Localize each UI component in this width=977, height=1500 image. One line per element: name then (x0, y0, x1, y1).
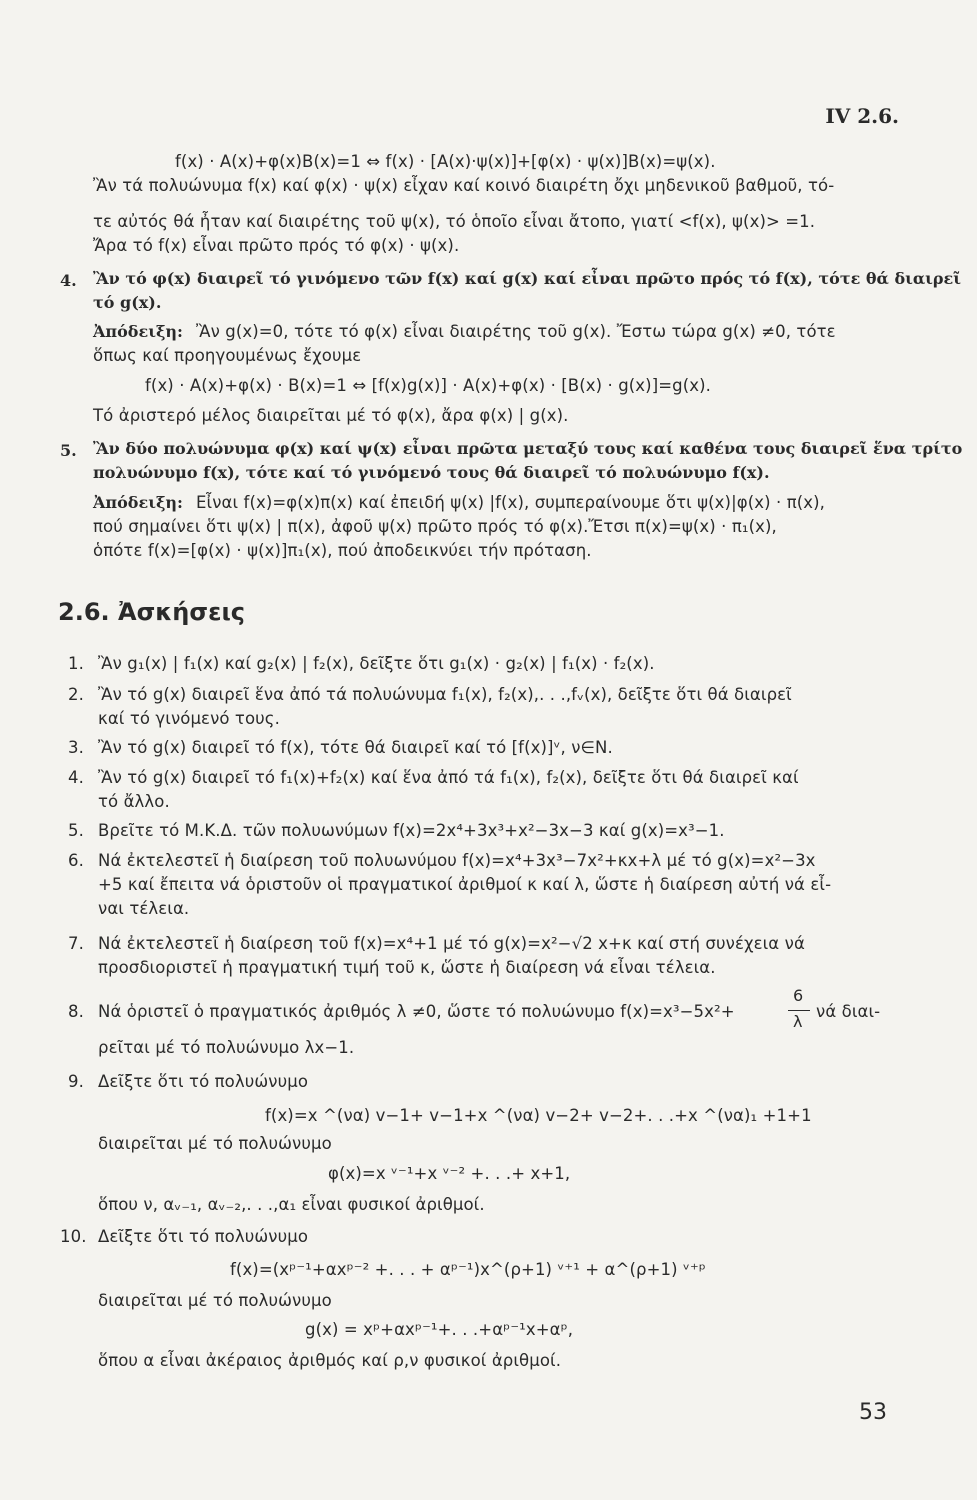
proof-text: πού σημαίνει ὅτι ψ(x) | π(x), ἀφοῦ ψ(x) πρῶτο πρός τό φ(x).Ἔτσι π(x)=ψ(x) · π₁(x), (93, 517, 777, 536)
exercise-text: ὅπου α εἶναι ἀκέραιος ἀριθμός καί ρ,ν φυσικοί ἀριθμοί. (98, 1351, 562, 1370)
text-line: Ἄρα τό f(x) εἶναι πρῶτο πρός τό φ(x) · ψ(x). (93, 236, 460, 255)
exercise-text: διαιρεῖται μέ τό πολυώνυμο (98, 1134, 332, 1153)
exercise-text: Δεῖξτε ὅτι τό πολυώνυμο (98, 1072, 309, 1091)
fraction-denominator: λ (793, 1012, 803, 1031)
theorem-number: 5. (60, 441, 77, 460)
proof-text: ὅπως καί προηγουμένως ἔχουμε (93, 346, 362, 365)
exercise-number: 5. (68, 821, 84, 840)
theorem-statement: Ἂν τό φ(x) διαιρεῖ τό γινόμενο τῶν f(x) καί g(x) καί εἶναι πρῶτο πρός τό f(x), τότε θά διαιρεῖ (93, 269, 962, 288)
proof-text: ὁπότε f(x)=[φ(x) · ψ(x)]π₁(x), πού ἀποδεικνύει τήν πρόταση. (93, 541, 592, 560)
theorem-statement: Ἂν δύο πολυώνυμα φ(x) καί ψ(x) εἶναι πρῶτα μεταξύ τους καί καθένα τους διαιρεῖ ἕνα τρίτο (93, 439, 963, 458)
exercise-text: Ἂν g₁(x) | f₁(x) καί g₂(x) | f₂(x), δεῖξτε ὅτι g₁(x) · g₂(x) | f₁(x) · f₂(x). (98, 654, 655, 673)
exercise-text: τό ἄλλο. (98, 792, 170, 811)
proof-label: Ἀπόδειξη: (93, 322, 183, 341)
theorem-statement: τό g(x). (93, 293, 162, 312)
exercise-number: 6. (68, 851, 84, 870)
fraction-bar (788, 1010, 810, 1011)
theorem-statement: πολυώνυμο f(x), τότε καί τό γινόμενό τους θά διαιρεῖ τό πολυώνυμο f(x). (93, 463, 770, 482)
fraction-numerator: 6 (793, 986, 804, 1005)
page-header: IV 2.6. (825, 104, 899, 128)
exercise-text: ρεῖται μέ τό πολυώνυμο λx−1. (98, 1038, 355, 1057)
exercise-text: Ἂν τό g(x) διαιρεῖ ἕνα ἀπό τά πολυώνυμα f₁(x), f₂(x),. . .,fᵥ(x), δεῖξτε ὅτι θά διαιρεῖ (98, 685, 792, 704)
text-line: τε αὐτός θά ἦταν καί διαιρέτης τοῦ ψ(x), τό ὁποῖο εἶναι ἄτοπο, γιατί <f(x), ψ(x)> =1. (93, 212, 816, 231)
exercise-number: 10. (60, 1227, 87, 1246)
exercise-text: Νά ἐκτελεστεῖ ἡ διαίρεση τοῦ f(x)=x⁴+1 μέ τό g(x)=x²−√2 x+κ καί στή συνέχεια νά (98, 934, 805, 953)
exercise-text: ὅπου ν, αᵥ₋₁, αᵥ₋₂,. . .,α₁ εἶναι φυσικοί ἀριθμοί. (98, 1195, 485, 1214)
proof-text: Τό ἀριστερό μέλος διαιρεῖται μέ τό φ(x), ἄρα φ(x) | g(x). (93, 406, 569, 425)
formula-line: f(x) · A(x)+φ(x) · B(x)=1 ⇔ [f(x)g(x)] · A(x)+φ(x) · [B(x) · g(x)]=g(x). (145, 376, 712, 395)
exercise-number: 9. (68, 1072, 84, 1091)
formula-line: φ(x)=x ᵛ⁻¹+x ᵛ⁻² +. . .+ x+1, (328, 1164, 571, 1183)
proof-text: Εἶναι f(x)=φ(x)π(x) καί ἐπειδή ψ(x) |f(x), συμπεραίνουμε ὅτι ψ(x)|φ(x) · π(x), (196, 493, 826, 512)
proof-text: Ἂν g(x)=0, τότε τό φ(x) εἶναι διαιρέτης τοῦ g(x). Ἔστω τώρα g(x) ≠0, τότε (196, 322, 836, 341)
formula-line: g(x) = xᵖ+αxᵖ⁻¹+. . .+αᵖ⁻¹x+αᵖ, (305, 1320, 574, 1339)
page-number: 53 (859, 1400, 887, 1425)
section-title: 2.6. Ἀσκήσεις (58, 598, 246, 626)
exercise-number: 3. (68, 738, 84, 757)
exercise-number: 1. (68, 654, 84, 673)
exercise-text: Ἂν τό g(x) διαιρεῖ τό f₁(x)+f₂(x) καί ἕνα ἀπό τά f₁(x), f₂(x), δεῖξτε ὅτι θά διαιρεῖ καί (98, 768, 799, 787)
text-line: Ἂν τά πολυώνυμα f(x) καί φ(x) · ψ(x) εἶχαν καί κοινό διαιρέτη ὄχι μηδενικοῦ βαθμοῦ, τό- (93, 176, 835, 195)
formula-line: f(x) · A(x)+φ(x)B(x)=1 ⇔ f(x) · [A(x)·ψ(x)]+[φ(x) · ψ(x)]B(x)=ψ(x). (175, 152, 716, 171)
exercise-text: Δεῖξτε ὅτι τό πολυώνυμο (98, 1227, 309, 1246)
exercise-text: Νά ὁριστεῖ ὁ πραγματικός ἀριθμός λ ≠0, ὥστε τό πολυώνυμο f(x)=x³−5x²+ (98, 1002, 735, 1021)
exercise-text: Ἂν τό g(x) διαιρεῖ τό f(x), τότε θά διαιρεῖ καί τό [f(x)]ᵛ, ν∈N. (98, 738, 613, 757)
exercise-text: νά διαι- (816, 1002, 881, 1021)
exercise-text: προσδιοριστεῖ ἡ πραγματική τιμή τοῦ κ, ὥστε ἡ διαίρεση νά εἶναι τέλεια. (98, 958, 716, 977)
exercise-text: Νά ἐκτελεστεῖ ἡ διαίρεση τοῦ πολυωνύμου f(x)=x⁴+3x³−7x²+κx+λ μέ τό g(x)=x²−3x (98, 851, 816, 870)
exercise-number: 2. (68, 685, 84, 704)
formula-line: f(x)=(xᵖ⁻¹+αxᵖ⁻² +. . . + αᵖ⁻¹)x^(ρ+1) ᵛ⁺¹ + α^(ρ+1) ᵛ⁺ᵖ (230, 1260, 706, 1279)
exercise-number: 8. (68, 1002, 84, 1021)
exercise-text: +5 καί ἔπειτα νά ὁριστοῦν οἱ πραγματικοί ἀριθμοί κ καί λ, ὥστε ἡ διαίρεση αὐτή νά εἶ- (98, 875, 832, 894)
formula-line: f(x)=x ^(να) v−1+ v−1+x ^(να) v−2+ v−2+. . .+x ^(να)₁ +1+1 (265, 1106, 812, 1125)
exercise-text: διαιρεῖται μέ τό πολυώνυμο (98, 1291, 332, 1310)
proof-label: Ἀπόδειξη: (93, 493, 183, 512)
exercise-number: 4. (68, 768, 84, 787)
exercise-number: 7. (68, 934, 84, 953)
exercise-text: ναι τέλεια. (98, 899, 190, 918)
exercise-text: Βρεῖτε τό Μ.Κ.Δ. τῶν πολυωνύμων f(x)=2x⁴+3x³+x²−3x−3 καί g(x)=x³−1. (98, 821, 725, 840)
exercise-text: καί τό γινόμενό τους. (98, 709, 280, 728)
theorem-number: 4. (60, 271, 77, 290)
